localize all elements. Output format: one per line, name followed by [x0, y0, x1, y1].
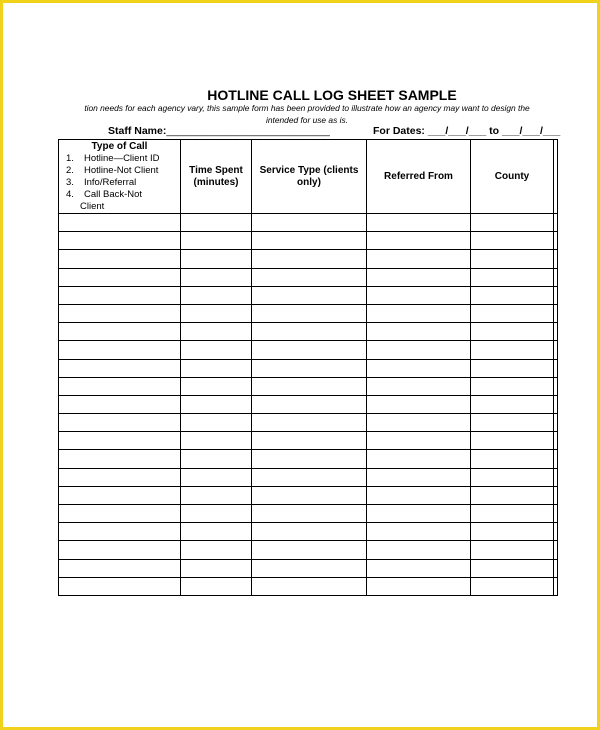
table-cell[interactable]	[252, 377, 367, 395]
table-cell[interactable]	[252, 523, 367, 541]
table-cell[interactable]	[471, 559, 554, 577]
table-cell[interactable]	[367, 523, 471, 541]
table-row	[59, 541, 558, 559]
table-cell[interactable]	[252, 323, 367, 341]
table-row	[59, 232, 558, 250]
table-row	[59, 304, 558, 322]
table-cell[interactable]	[252, 286, 367, 304]
table-cell[interactable]	[59, 286, 181, 304]
table-cell[interactable]	[59, 577, 181, 595]
table-cell[interactable]	[367, 468, 471, 486]
table-cell[interactable]	[367, 214, 471, 232]
table-header-row	[59, 140, 558, 214]
table-cell[interactable]	[367, 341, 471, 359]
table-cell[interactable]	[252, 559, 367, 577]
table-cell[interactable]	[367, 286, 471, 304]
table-cell[interactable]	[471, 432, 554, 450]
table-cell[interactable]	[367, 559, 471, 577]
type-of-call-header	[59, 140, 181, 214]
call-log-table	[58, 139, 558, 596]
table-cell[interactable]	[59, 559, 181, 577]
table-cell[interactable]	[367, 486, 471, 504]
table-cell[interactable]	[59, 450, 181, 468]
table-cell[interactable]	[367, 541, 471, 559]
table-cell[interactable]	[554, 468, 558, 486]
time-spent-header: Time Spent (minutes)	[181, 140, 252, 214]
table-cell[interactable]	[181, 359, 252, 377]
table-cell[interactable]	[181, 323, 252, 341]
table-cell[interactable]	[471, 468, 554, 486]
table-row	[59, 577, 558, 595]
table-row	[59, 268, 558, 286]
call-type-item: 1. Hotline—Client ID	[66, 153, 160, 164]
description-line-1: tion needs for each agency vary, this sample form has been provided to illustrate how an agency may want to design the	[84, 103, 530, 113]
table-cell[interactable]	[181, 450, 252, 468]
table-cell[interactable]	[471, 286, 554, 304]
table-cell[interactable]	[367, 414, 471, 432]
table-cell[interactable]	[181, 505, 252, 523]
table-cell[interactable]	[252, 359, 367, 377]
call-type-item: 4. Call Back-Not	[66, 189, 143, 200]
table-cell[interactable]	[252, 341, 367, 359]
table-cell[interactable]	[252, 468, 367, 486]
call-type-item-continued: Client	[80, 201, 105, 212]
start-date-blank: ___/___/___	[424, 125, 490, 137]
table-cell[interactable]	[554, 577, 558, 595]
table-cell[interactable]	[471, 450, 554, 468]
table-row	[59, 214, 558, 232]
table-row	[59, 377, 558, 395]
table-cell[interactable]	[471, 323, 554, 341]
table-cell[interactable]	[59, 377, 181, 395]
type-of-call-title: Type of Call	[91, 141, 148, 152]
table-cell[interactable]	[471, 250, 554, 268]
call-type-item: 2. Hotline-Not Client	[66, 165, 159, 176]
extra-column-header	[554, 140, 558, 214]
table-cell[interactable]	[59, 541, 181, 559]
table-cell[interactable]	[252, 450, 367, 468]
table-cell[interactable]	[367, 323, 471, 341]
table-cell[interactable]	[59, 505, 181, 523]
table-row	[59, 523, 558, 541]
table-cell[interactable]	[471, 486, 554, 504]
table-cell[interactable]	[59, 323, 181, 341]
table-cell[interactable]	[471, 304, 554, 322]
table-cell[interactable]	[471, 541, 554, 559]
table-row	[59, 432, 558, 450]
table-cell[interactable]	[471, 577, 554, 595]
table-cell[interactable]	[59, 232, 181, 250]
staff-name-blank: ____________________________	[166, 125, 330, 137]
description-line-2: intended for use as is.	[266, 115, 348, 125]
table-cell[interactable]	[554, 232, 558, 250]
staff-name-field[interactable]	[108, 125, 330, 137]
table-row	[59, 286, 558, 304]
table-cell[interactable]	[554, 559, 558, 577]
table-cell[interactable]	[252, 577, 367, 595]
table-cell[interactable]	[252, 268, 367, 286]
table-cell[interactable]	[59, 486, 181, 504]
table-row	[59, 486, 558, 504]
table-cell[interactable]	[181, 377, 252, 395]
form-description	[59, 102, 555, 126]
table-cell[interactable]	[367, 450, 471, 468]
table-cell[interactable]	[252, 486, 367, 504]
table-cell[interactable]	[471, 505, 554, 523]
county-header: County	[471, 140, 554, 214]
table-cell[interactable]	[59, 432, 181, 450]
table-cell[interactable]	[252, 395, 367, 413]
table-cell[interactable]	[471, 268, 554, 286]
table-cell[interactable]	[554, 505, 558, 523]
table-row	[59, 250, 558, 268]
table-cell[interactable]	[367, 377, 471, 395]
table-cell[interactable]	[181, 486, 252, 504]
table-cell[interactable]	[252, 232, 367, 250]
table-cell[interactable]	[181, 432, 252, 450]
table-cell[interactable]	[252, 304, 367, 322]
table-cell[interactable]	[554, 523, 558, 541]
call-log-body	[59, 214, 558, 596]
table-cell[interactable]	[181, 395, 252, 413]
table-cell[interactable]	[367, 359, 471, 377]
table-cell[interactable]	[554, 541, 558, 559]
table-cell[interactable]	[59, 523, 181, 541]
table-cell[interactable]	[554, 323, 558, 341]
dates-to-label: to	[489, 125, 500, 137]
table-cell[interactable]	[554, 450, 558, 468]
call-type-item: 3. Info/Referral	[66, 177, 137, 188]
table-cell[interactable]	[181, 286, 252, 304]
table-row	[59, 359, 558, 377]
table-row	[59, 505, 558, 523]
table-cell[interactable]	[554, 432, 558, 450]
table-cell[interactable]	[471, 414, 554, 432]
referred-from-header: Referred From	[367, 140, 471, 214]
table-cell[interactable]	[367, 395, 471, 413]
table-cell[interactable]	[59, 414, 181, 432]
table-cell[interactable]	[181, 250, 252, 268]
table-cell[interactable]	[181, 559, 252, 577]
table-cell[interactable]	[181, 232, 252, 250]
table-cell[interactable]	[367, 304, 471, 322]
service-type-header: Service Type (clients only)	[252, 140, 367, 214]
for-dates-field[interactable]	[373, 125, 560, 137]
table-cell[interactable]	[471, 523, 554, 541]
table-cell[interactable]	[181, 214, 252, 232]
table-cell[interactable]	[181, 304, 252, 322]
table-cell[interactable]	[367, 505, 471, 523]
table-cell[interactable]	[252, 505, 367, 523]
table-cell[interactable]	[181, 468, 252, 486]
table-cell[interactable]	[59, 395, 181, 413]
table-cell[interactable]	[554, 268, 558, 286]
table-row	[59, 341, 558, 359]
table-cell[interactable]	[554, 414, 558, 432]
staff-name-label: Staff Name:	[108, 125, 167, 137]
table-cell[interactable]	[554, 250, 558, 268]
table-cell[interactable]	[181, 577, 252, 595]
table-cell[interactable]	[554, 377, 558, 395]
page-title: HOTLINE CALL LOG SHEET SAMPLE	[207, 87, 457, 103]
table-cell[interactable]	[471, 359, 554, 377]
end-date-blank: ___/___/___	[499, 125, 561, 137]
table-cell[interactable]	[252, 250, 367, 268]
table-cell[interactable]	[181, 414, 252, 432]
table-cell[interactable]	[471, 341, 554, 359]
table-cell[interactable]	[471, 232, 554, 250]
table-cell[interactable]	[252, 432, 367, 450]
table-cell[interactable]	[554, 486, 558, 504]
table-cell[interactable]	[59, 468, 181, 486]
table-cell[interactable]	[554, 214, 558, 232]
table-cell[interactable]	[367, 250, 471, 268]
table-cell[interactable]	[59, 359, 181, 377]
table-row	[59, 323, 558, 341]
table-cell[interactable]	[471, 377, 554, 395]
table-cell[interactable]	[367, 432, 471, 450]
table-cell[interactable]	[59, 268, 181, 286]
table-row	[59, 559, 558, 577]
table-cell[interactable]	[554, 341, 558, 359]
table-row	[59, 395, 558, 413]
table-cell[interactable]	[59, 250, 181, 268]
table-cell[interactable]	[367, 577, 471, 595]
table-cell[interactable]	[252, 414, 367, 432]
table-cell[interactable]	[181, 341, 252, 359]
table-cell[interactable]	[181, 268, 252, 286]
table-row	[59, 468, 558, 486]
table-row	[59, 450, 558, 468]
table-cell[interactable]	[471, 395, 554, 413]
form-meta-row	[59, 125, 561, 139]
table-cell[interactable]	[252, 214, 367, 232]
table-cell[interactable]	[59, 214, 181, 232]
table-cell[interactable]	[471, 214, 554, 232]
table-cell[interactable]	[367, 232, 471, 250]
table-cell[interactable]	[59, 341, 181, 359]
table-cell[interactable]	[181, 523, 252, 541]
table-cell[interactable]	[554, 359, 558, 377]
table-cell[interactable]	[59, 304, 181, 322]
table-cell[interactable]	[252, 541, 367, 559]
table-cell[interactable]	[367, 268, 471, 286]
table-cell[interactable]	[554, 395, 558, 413]
table-cell[interactable]	[181, 541, 252, 559]
for-dates-label: For Dates:	[373, 125, 425, 137]
table-cell[interactable]	[554, 286, 558, 304]
table-cell[interactable]	[554, 304, 558, 322]
table-row	[59, 414, 558, 432]
